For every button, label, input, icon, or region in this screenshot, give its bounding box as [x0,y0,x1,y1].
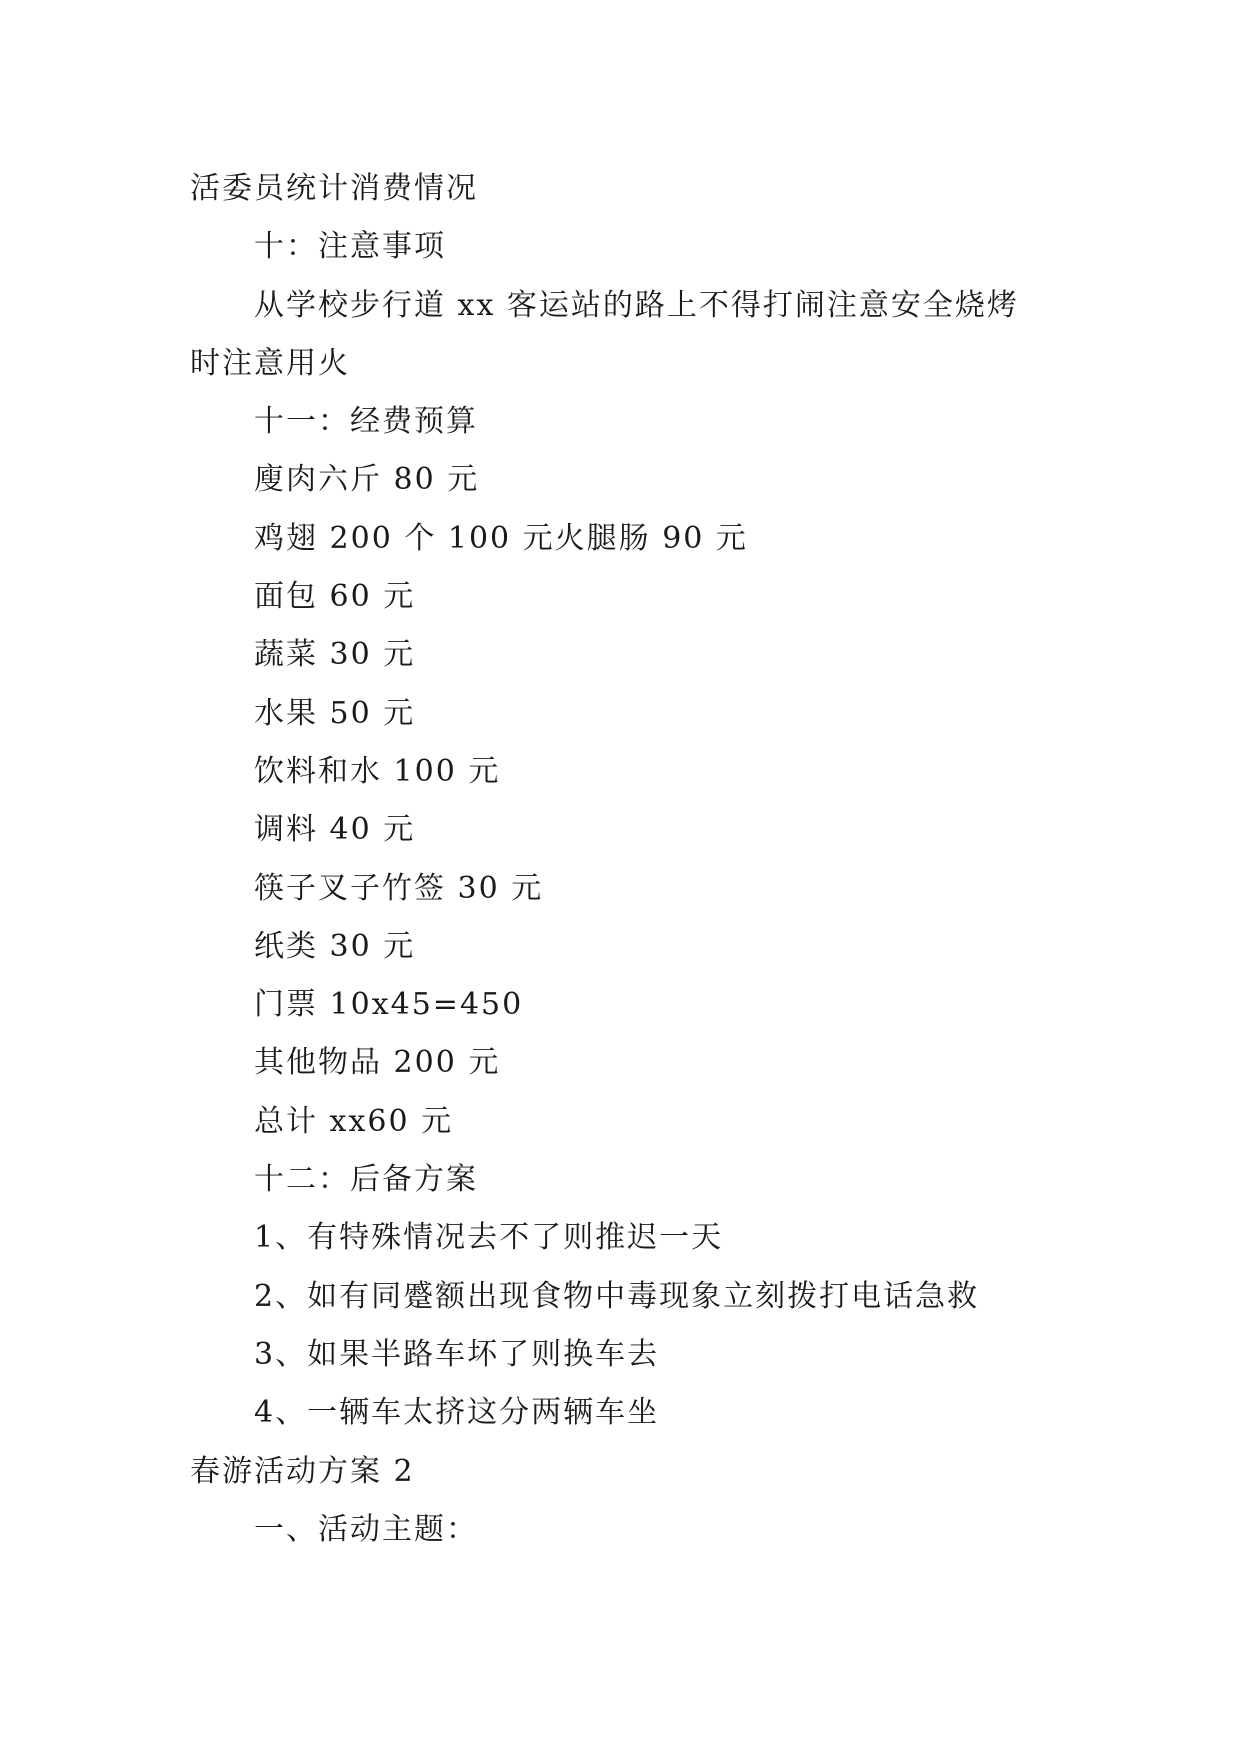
budget-item: 调料 40 元 [254,812,416,848]
section-heading: 十一：经费预算 [254,404,478,440]
text-line: 时注意用火 [190,345,350,381]
budget-item: 筷子叉子竹签 30 元 [254,870,544,906]
budget-item: 纸类 30 元 [254,928,416,964]
budget-item: 其他物品 200 元 [254,1045,501,1081]
document-body [190,160,1060,1559]
section-heading: 一、活动主题： [254,1511,478,1547]
section-heading: 十：注意事项 [254,229,446,265]
document-title: 春游活动方案 2 [190,1453,415,1489]
backup-plan-item: 3、如果半路车坏了则换车去 [254,1336,660,1372]
budget-item: 鸡翅 200 个 100 元火腿肠 90 元 [254,520,748,556]
text-line: 活委员统计消费情况 [190,171,478,206]
backup-plan-item: 1、有特殊情况去不了则推迟一天 [254,1220,724,1256]
budget-item: 门票 10x45=450 [254,987,524,1023]
text-line: 从学校步行道 xx 客运站的路上不得打闹注意安全烧烤 [254,287,1019,323]
budget-item: 面包 60 元 [254,579,416,615]
budget-total: 总计 xx60 元 [254,1103,454,1139]
backup-plan-item: 2、如有同蹙额出现食物中毒现象立刻拨打电话急救 [254,1278,980,1314]
budget-item: 廋肉六斤 80 元 [254,462,480,498]
backup-plan-item: 4、一辆车太挤这分两辆车坐 [254,1395,660,1431]
budget-item: 水果 50 元 [254,695,416,731]
budget-item: 蔬菜 30 元 [254,637,416,673]
section-heading: 十二：后备方案 [254,1162,478,1198]
budget-item: 饮料和水 100 元 [254,753,501,789]
